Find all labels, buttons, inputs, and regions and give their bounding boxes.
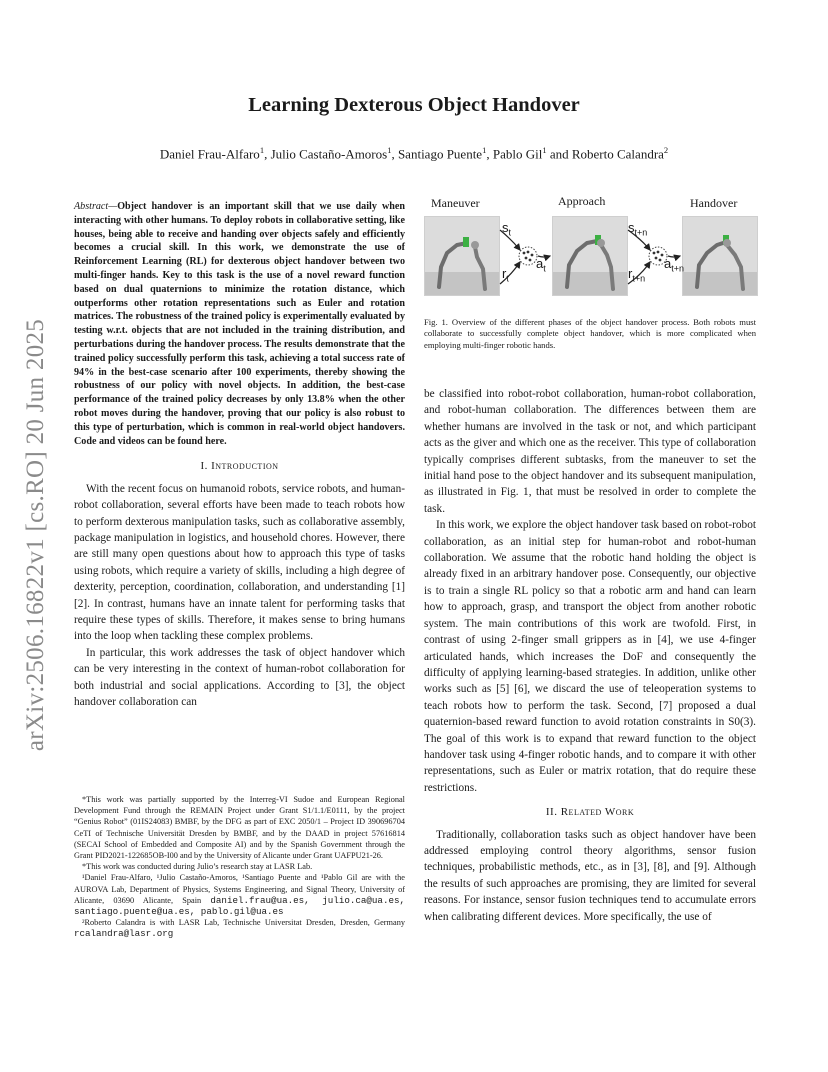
footnote-affiliation-2 [74, 917, 405, 939]
author-name: Roberto Calandra [571, 146, 664, 162]
figure-label-handover: Handover [690, 196, 738, 210]
abstract-lead: Abstract— [74, 201, 118, 212]
footnote-affiliation-1-text: ¹Daniel Frau-Alfaro, ¹Julio Castaño-Amoros, ¹Santiago Puente and ¹Pablo Gil are with the AUROVA Lab, Department of Physics, Systems Engineering, and Signal Theory, University of Alicante, 03690 Alicante, Spain [74, 873, 405, 905]
body-paragraph-continued: be classified into robot-robot collaboration, human-robot collaboration, and robot-human collaboration. The differences between them are whether humans are involved in the task or not, and which participant acts as the giver and which one as the receiver. This type of collaboration typically comprises different subtasks, from the maneuver to set the initial hand pose to the object handover and its subsequent manipulation, as illustrated in Fig. 1, that must be resolved in order to complete the task. [424, 388, 756, 515]
symbol-base: a [536, 256, 544, 271]
symbol-state-t [502, 220, 511, 241]
arxiv-id-text: arXiv:2506.16822v1 [cs.RO] 20 Jun 2025 [22, 318, 50, 752]
author-name: Pablo Gil [492, 146, 543, 162]
affiliation-mark: 1 [259, 145, 265, 155]
section-heading-related-work: II. Related Work [545, 806, 635, 819]
abstract-body: Object handover is an important skill that we use daily when interacting with other humans. To deploy robots in collaborative setting, like houses, being able to receive and handing over objects safely and efficiently becomes a crucial skill. In this work, we demonstrate the use of Reinforcement Learning (RL) for dexterous object handover between two multi-finger hands. Key to this task is the use of a novel reward function based on dual quaternions to minimize the rotation distance, which outperforms other rotation representations such as Euler and rotation matrices. The robustness of the trained policy is experimentally evaluated by testing w.r.t. objects that are not included in the training distribution, and perturbations during the handover process. The results demonstrate that the trained policy successfully perform this task, achieving a total success rate of 94% in the best-case scenario after 100 experiments, thereby showing the robustness of our policy with novel objects. In addition, the best-case performance of the trained policy decreases by only 13.8% when the other robot moves during the handover, proving that our policy is also robust to this type of perturbation, which is common in real-world object handovers. Code and videos can be found here. [74, 201, 405, 447]
symbol-subscript: t [543, 263, 546, 274]
arxiv-identifier [8, 300, 64, 770]
symbol-base: r [502, 266, 507, 281]
figure-1-diagram [424, 200, 756, 310]
section-heading-introduction: I. Introduction [200, 460, 279, 473]
symbol-subscript: t+n [632, 273, 646, 284]
symbol-reward-t [502, 266, 509, 287]
author-name: Julio Castaño-Amoros [270, 146, 388, 162]
figure-1 [424, 194, 756, 368]
related-work-paragraph-1: Traditionally, collaboration tasks such as object handover have been addressed employing control theory algorithms, sensor fusion techniques, probabilistic methods, etc., as in [3], [8], and [9]. Although the results of such approaches are promising, they are limited for several reasons. For instance, sensor fusion techniques tend to accumulate errors when calibrating different devices. More specifically, the use of [424, 828, 756, 923]
footnotes [74, 794, 405, 940]
affiliation-mark: 1 [387, 145, 392, 155]
author-emails[interactable]: daniel.frau@ua.es, julio.ca@ua.es, santiago.puente@ua.es, pablo.gil@ua.es [74, 894, 405, 918]
corresponding-email[interactable]: rcalandra@lasr.org [74, 928, 174, 940]
abstract [74, 200, 405, 448]
author-conjunction: and [549, 146, 569, 162]
right-column-text [424, 386, 756, 925]
symbol-base: r [628, 266, 633, 281]
symbol-state-tn [628, 220, 647, 241]
affiliation-mark: 2 [663, 145, 669, 155]
footnote-funding: *This work was partially supported by the Interreg-VI Sudoe and European Regional Development Fund through the REMAIN Project under Grant S1/1.1/E0111, by the project “Genius Robot” (01IS24083) BMBF, by the DFG as part of EXC 2050/1 – Project ID 390696704 CeTI of Technische Universität Dresden by BMBF, and by the DAAD in project 57616814 (SECAI School of Embedded and Composite AI) and by the Spanish Government through the Grant PID2021-122685OB-I00 and by the University of Alicante under Grant UAFPU21-26. [74, 795, 405, 861]
symbol-base: s [628, 220, 635, 235]
symbol-subscript: t+n [634, 227, 648, 238]
paper-title: Learning Dexterous Object Handover [248, 94, 580, 116]
footnote-research-stay: *This work was conducted during Julio’s research stay at LASR Lab. [82, 862, 313, 872]
footnote-affiliation-2-text: ²Roberto Calandra is with LASR Lab, Technische Universitat Dresden, Dresden, Germany [82, 918, 405, 928]
left-column [74, 200, 405, 710]
author-name: Daniel Frau-Alfaro [159, 146, 260, 162]
author-name: Santiago Puente [397, 146, 483, 162]
symbol-subscript: t [508, 227, 512, 238]
affiliation-mark: 1 [542, 145, 547, 155]
symbol-action-tn [664, 256, 684, 277]
symbol-base: a [664, 256, 672, 271]
body-paragraph-contributions: In this work, we explore the object handover task based on robot-robot collaboration, as an initial step for human-robot and robot-human collaboration. We assume that the robotic hand holding the object is already fixed in an arbitrary handover pose. Consequently, our objective is to train a single RL policy so that a robotic arm and hand can learn how to approach, grasp, and transport the object from another robotic system. The main contributions of this work are twofold. First, in contrast of using 2-finger small grippers as in [4], we use 4-finger articulated hands, which increases the DoF and consequently the difficulty of applying learning-based strategies. In addition, unlike other works such as [5] [6], we discard the use of teleoperation systems to teach robots how to perform the task. Second, [7] proposed a dual quaternion-based reward function to avoid rotation constraints in S0(3). The goal of this work is to expand that reward function to the object handover task using 4-finger robotic hands, and to compare it with other representations, such as Euler or matrix rotation, that do require these restrictions. [424, 519, 756, 794]
symbol-base: s [502, 220, 509, 235]
intro-paragraph-1: With the recent focus on humanoid robots, service robots, and human-robot collaboration, several efforts have been made to teach robots how to perform dexterous manipulation tasks, such as collaborative assembly, package manipulation in logistics, and household chores. However, there are still many open questions about how to approach this type of tasks using robots, which require a variety of skills, including a high degree of dexterity, perception, coordination, collaboration, and understanding [1] [2]. In contrast, humans have an innate talent for performing tasks that require these types of skills. Therefore, it makes sense to bring humans into the loop when tackling these complex problems. [74, 482, 405, 643]
symbol-subscript: t+n [671, 263, 684, 274]
symbol-reward-tn [628, 266, 645, 287]
symbol-subscript: t [506, 273, 509, 284]
affiliation-mark: 1 [482, 145, 487, 155]
author-list: Daniel Frau-Alfaro$^1$, Julio Castaño-Amoros$^1$, Santiago Puente$^1$, Pablo Gil$^1$ and Roberto Calandra$^2$ [159, 145, 669, 162]
footnote-affiliation-1 [74, 872, 405, 917]
intro-paragraph-2: In particular, this work addresses the task of object handover which can be very interesting in the context of human-robot collaboration for both industrial and social applications. According to [3], the object handover collaboration can [74, 646, 405, 709]
figure-label-approach: Approach [558, 194, 606, 208]
right-column [424, 194, 756, 925]
policy-network-icon [519, 247, 537, 265]
figure-label-maneuver: Maneuver [431, 196, 480, 210]
figure-1-caption: Fig. 1. Overview of the different phases of the object handover process. Both robots must collaborate to successfully complete object handover, which is more complicated when employing multi-finger robotic hands. [424, 317, 756, 350]
symbol-action-t [536, 256, 546, 277]
